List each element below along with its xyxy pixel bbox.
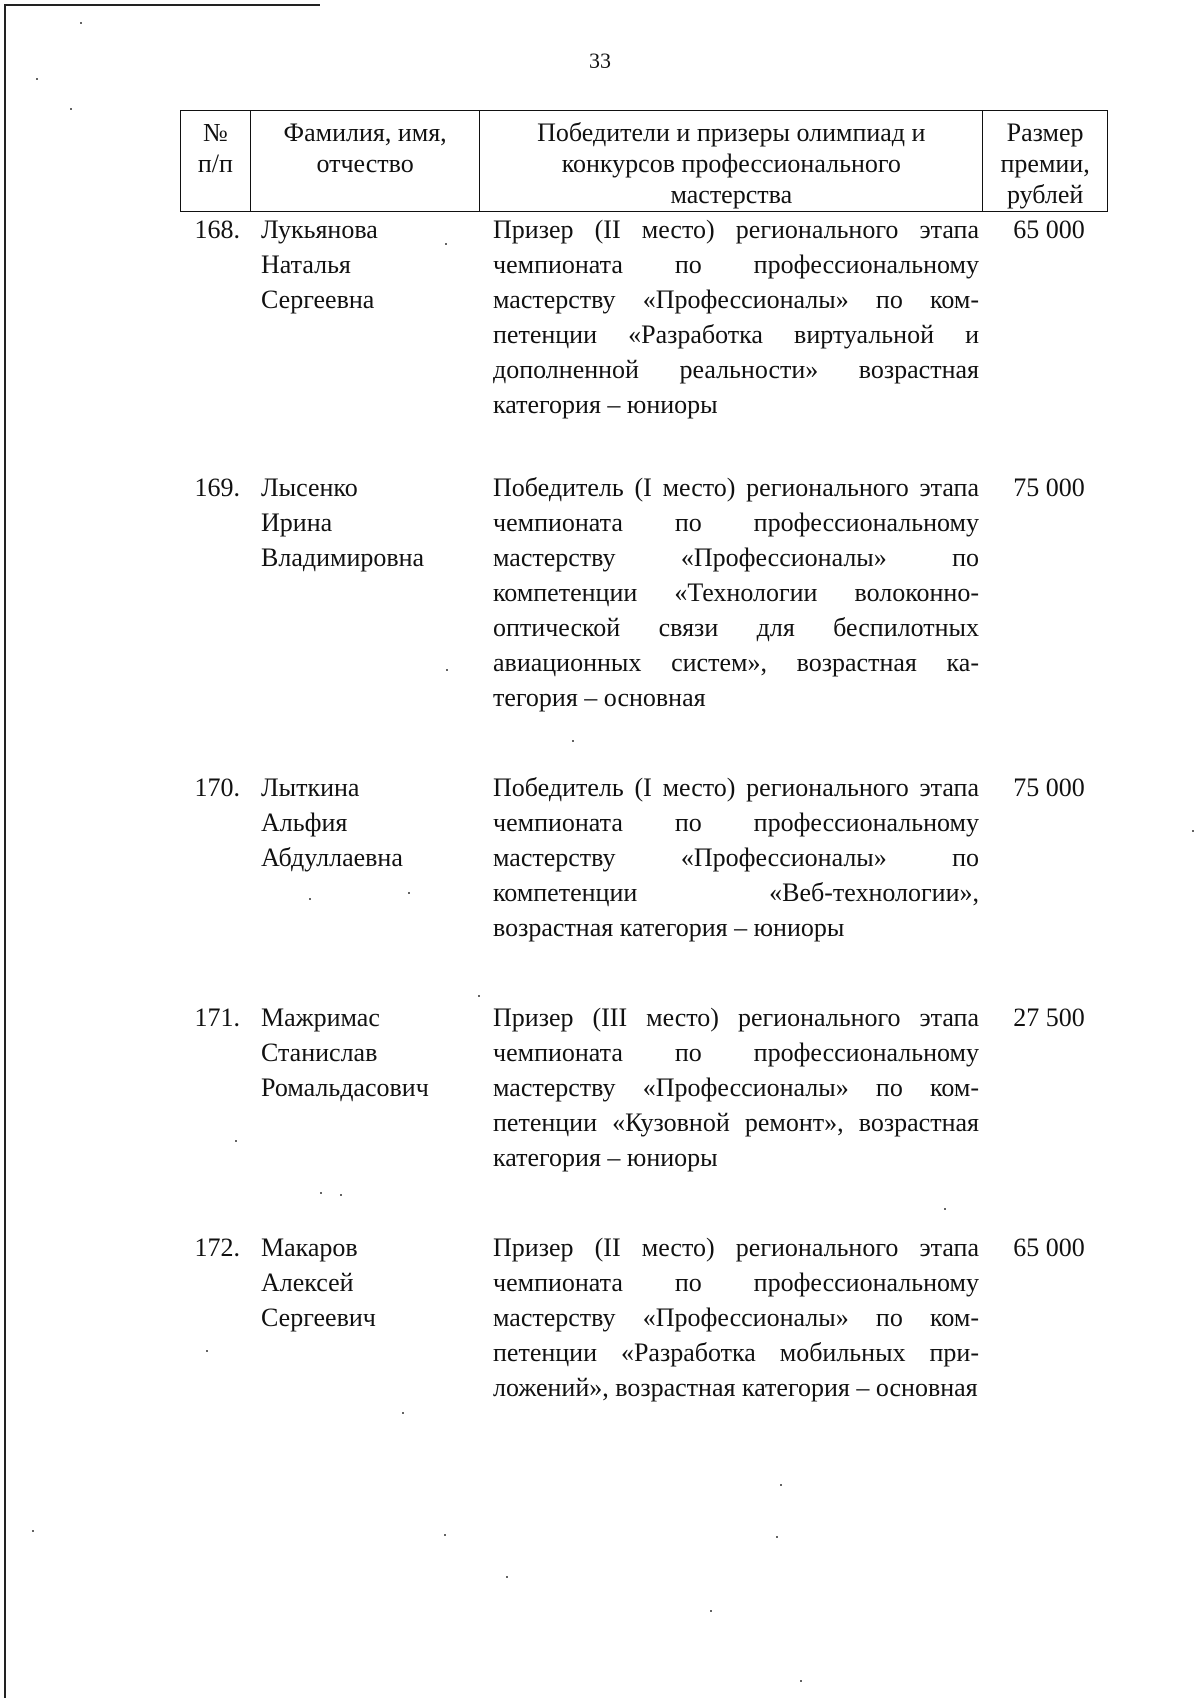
row-name: Лукьянова Наталья Сергеевна [261,215,378,314]
scan-speck [478,995,480,997]
header-name: Фамилия, имя, отчество [251,111,481,211]
table-header [180,110,1108,212]
scan-speck [800,1680,802,1682]
header-prize: Размер премии, рублей [1000,118,1090,209]
scan-speck [776,1536,778,1538]
scan-speck [70,108,72,110]
row-description: Победитель (I место) регионального этапа чемпионата по профессиональному мастерству «Профессионалы» по компетенции «Технологии волоконно-оптической связи для беспилотных авиационных систем», возрастная категория – основная [493,473,979,712]
scan-speck [444,1534,446,1536]
scan-speck [572,740,574,742]
scan-speck [206,1350,208,1352]
scan-speck [445,243,447,245]
header-number: № п/п [181,111,251,211]
scan-speck [340,1194,342,1196]
scan-speck [780,1484,782,1486]
row-number: 172. [194,1233,240,1262]
scan-edge-top [4,4,320,6]
row-number: 170. [194,773,240,802]
row-description: Призер (II место) регионального этапа чемпионата по профессиональному мастерству «Профессионалы» по компетенции «Разработка виртуальной и дополненной реальности» возрастная категория – юниоры [493,215,979,419]
row-description: Призер (III место) регионального этапа чемпионата по профессиональному мастерству «Профессионалы» по компетенции «Кузовной ремонт», возрастная категория – юниоры [493,1003,979,1172]
row-description: Призер (II место) регионального этапа чемпионата по профессиональному мастерству «Профессионалы» по компетенции «Разработка мобильных приложений», возрастная категория – основная [493,1233,979,1402]
scan-speck [309,898,311,900]
scan-speck [506,1576,508,1578]
scan-speck [408,892,410,894]
row-prize: 65 000 [1013,1233,1085,1262]
scan-speck [446,669,448,671]
row-prize: 27 500 [1013,1003,1085,1032]
scan-speck [36,78,38,80]
row-number: 171. [194,1003,240,1032]
row-name: Лысенко Ирина Владимировна [261,473,425,572]
row-name: Мажримас Станислав Ромальдасович [261,1003,429,1102]
row-prize: 75 000 [1013,473,1085,502]
row-prize: 65 000 [1013,215,1085,244]
scan-speck [80,22,82,24]
row-name: Макаров Алексей Сергеевич [261,1233,376,1332]
row-description: Победитель (I место) регионального этапа чемпионата по профессиональному мастерству «Профессионалы» по компетенции «Веб-технологии», возрастная категория – юниоры [493,773,979,942]
scan-speck [320,1192,322,1194]
header-description: Победители и призеры олимпиад и конкурсов профессионального мастерства [480,111,983,211]
row-number: 168. [194,215,240,244]
row-prize: 75 000 [1013,773,1085,802]
scan-speck [235,1140,237,1142]
scan-speck [944,1208,946,1210]
row-name: Лыткина Альфия Абдуллаевна [261,773,403,872]
scan-speck [32,1530,34,1532]
scan-speck [402,1412,404,1414]
row-number: 169. [194,473,240,502]
scan-speck [1192,830,1194,832]
scan-speck [710,1610,712,1612]
scan-edge-left [4,4,6,1698]
page-number: 33 [589,48,611,73]
